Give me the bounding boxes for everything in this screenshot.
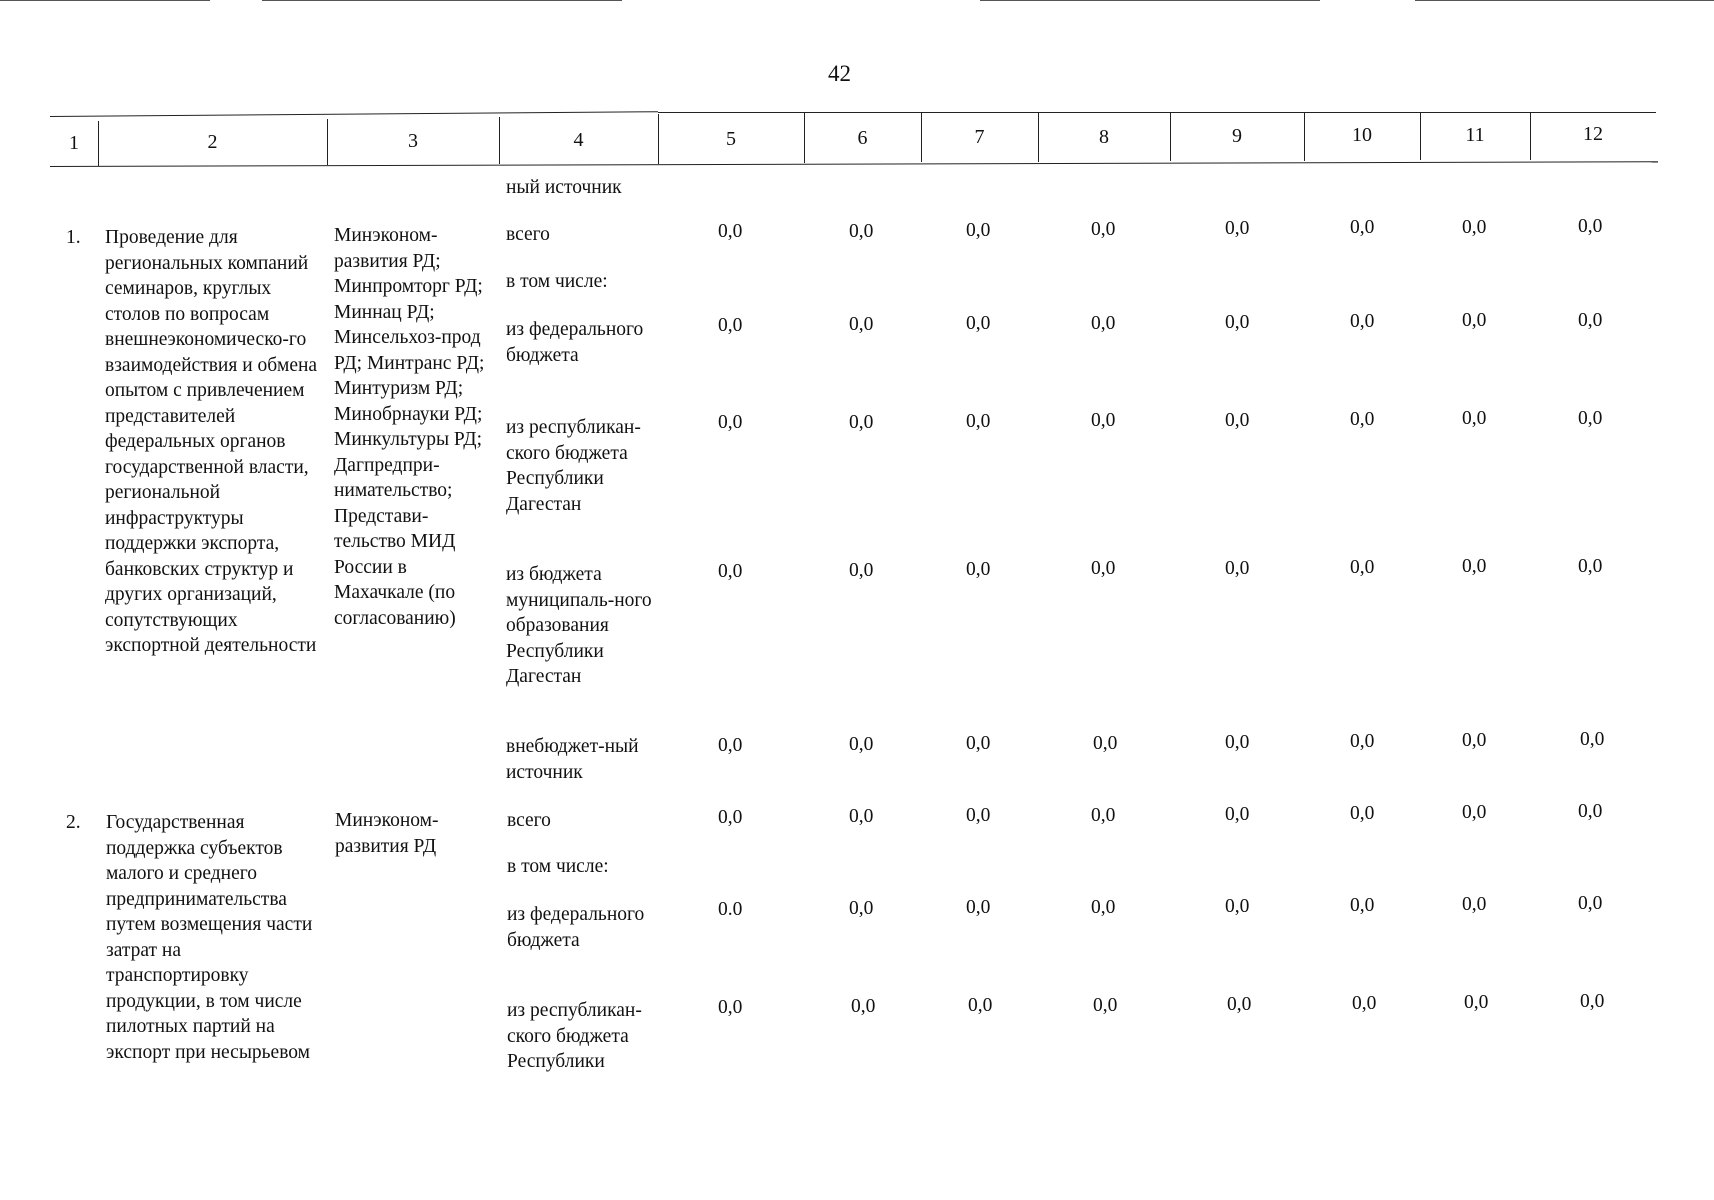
value-cell: 0,0 [1225,312,1250,333]
value-cell: 0,0 [1462,802,1487,823]
funding-source: из республикан-ского бюджета Республики Дагестан [506,417,641,515]
value-cell: 0,0 [1225,558,1250,579]
value-cell: 0,0 [718,221,743,242]
value-cell: 0,0 [1462,730,1487,751]
value-cell: 0,0 [849,314,874,335]
value-cell: 0,0 [1091,410,1116,431]
value-cell: 0,0 [1225,804,1250,825]
col-header-2: 2 [207,131,218,153]
value-cell: 0,0 [1227,994,1252,1015]
col-header-11: 11 [1465,124,1485,146]
value-cell: 0,0 [849,412,874,433]
value-cell: 0,0 [1225,896,1250,917]
value-cell: 0,0 [1350,409,1375,430]
value-cell: 0,0 [966,411,991,432]
value-cell: 0,0 [1350,217,1375,238]
value-cell: 0,0 [1578,216,1603,237]
value-cell: 0,0 [1462,408,1487,429]
col-header-1: 1 [69,132,79,154]
value-cell: 0.0 [718,899,743,920]
value-cell: 0,0 [1352,993,1377,1014]
value-cell: 0,0 [718,997,743,1018]
item-number: 2. [66,812,81,833]
value-cell: 0,0 [1578,310,1603,331]
value-cell: 0,0 [1091,805,1116,826]
funding-source: всего [506,224,550,245]
funding-source: ный источник [506,177,622,198]
item-executor: Минэконом-развития РД; Минпромторг РД; Миннац РД; Минсельхоз-прод РД; Минтранс РД; Минтуризм РД; Минобрнауки РД; Минкультуры РД; Дагпредпри-нимательство; Представи-тельство МИД России в Махачкале (по согласованию) [334,225,485,629]
value-cell: 0,0 [1093,733,1118,754]
col-header-10: 10 [1352,124,1372,146]
col-header-6: 6 [857,127,868,149]
value-cell: 0,0 [966,313,991,334]
col-header-8: 8 [1099,126,1109,148]
item-number: 1. [66,227,81,248]
value-cell: 0,0 [1462,894,1487,915]
value-cell: 0,0 [1464,992,1489,1013]
funding-source: в том числе: [506,271,608,292]
col-header-5: 5 [726,128,736,150]
value-cell: 0,0 [849,734,874,755]
value-cell: 0,0 [1350,311,1375,332]
value-cell: 0,0 [718,412,743,433]
value-cell: 0,0 [1093,995,1118,1016]
funding-source: из бюджета муниципаль-ного образования Республики Дагестан [506,564,652,687]
funding-source: из федерального бюджета [506,319,644,366]
item-name: Государственная поддержка субъектов малого и среднего предпринимательства путем возмещения части затрат на транспортировку продукции, в том числе пилотных партий на экспорт при несырьевом [106,812,313,1063]
value-cell: 0,0 [718,807,743,828]
value-cell: 0,0 [1091,219,1116,240]
value-cell: 0,0 [1578,801,1603,822]
value-cell: 0,0 [1580,729,1605,750]
value-cell: 0,0 [718,315,743,336]
value-cell: 0,0 [1578,893,1603,914]
value-cell: 0,0 [1462,310,1487,331]
value-cell: 0,0 [849,898,874,919]
value-cell: 0,0 [1350,731,1375,752]
value-cell: 0,0 [1462,556,1487,577]
col-header-4: 4 [573,129,584,151]
value-cell: 0,0 [1225,732,1250,753]
value-cell: 0,0 [966,220,991,241]
col-header-9: 9 [1232,125,1242,147]
item-name: Проведение для региональных компаний семинаров, круглых столов по вопросам внешнеэкономическо-го взаимодействия и обмена опытом с привлечением представителей федеральных органов государственной власти, региональной инфраструктуры поддержки экспорта, банковских структур и других организаций, сопутствующих экспортной деятельности [105,227,318,656]
value-cell: 0,0 [966,559,991,580]
value-cell: 0,0 [1578,556,1603,577]
value-cell: 0,0 [1091,313,1116,334]
value-cell: 0,0 [1350,895,1375,916]
col-header-3: 3 [408,130,418,152]
value-cell: 0,0 [966,733,991,754]
value-cell: 0,0 [968,995,993,1016]
page-number: 42 [828,61,851,86]
funding-source: всего [507,810,551,831]
value-cell: 0,0 [966,805,991,826]
value-cell: 0,0 [849,221,874,242]
col-header-7: 7 [974,126,985,148]
value-cell: 0,0 [718,561,743,582]
col-header-12: 12 [1583,123,1603,145]
item-executor: Минэконом-развития РД [335,810,439,857]
value-cell: 0,0 [1350,803,1375,824]
funding-source: в том числе: [507,856,609,877]
value-cell: 0,0 [1091,897,1116,918]
value-cell: 0,0 [718,735,743,756]
funding-source: из федерального бюджета [507,904,645,951]
value-cell: 0,0 [1225,410,1250,431]
value-cell: 0,0 [849,806,874,827]
value-cell: 0,0 [1578,408,1603,429]
value-cell: 0,0 [1091,558,1116,579]
value-cell: 0,0 [1580,991,1605,1012]
value-cell: 0,0 [849,560,874,581]
value-cell: 0,0 [966,897,991,918]
value-cell: 0,0 [851,996,876,1017]
funding-source: из республикан-ского бюджета Республики [507,1000,642,1072]
value-cell: 0,0 [1225,218,1250,239]
value-cell: 0,0 [1350,557,1375,578]
value-cell: 0,0 [1462,217,1487,238]
funding-source: внебюджет-ный источник [506,736,639,783]
